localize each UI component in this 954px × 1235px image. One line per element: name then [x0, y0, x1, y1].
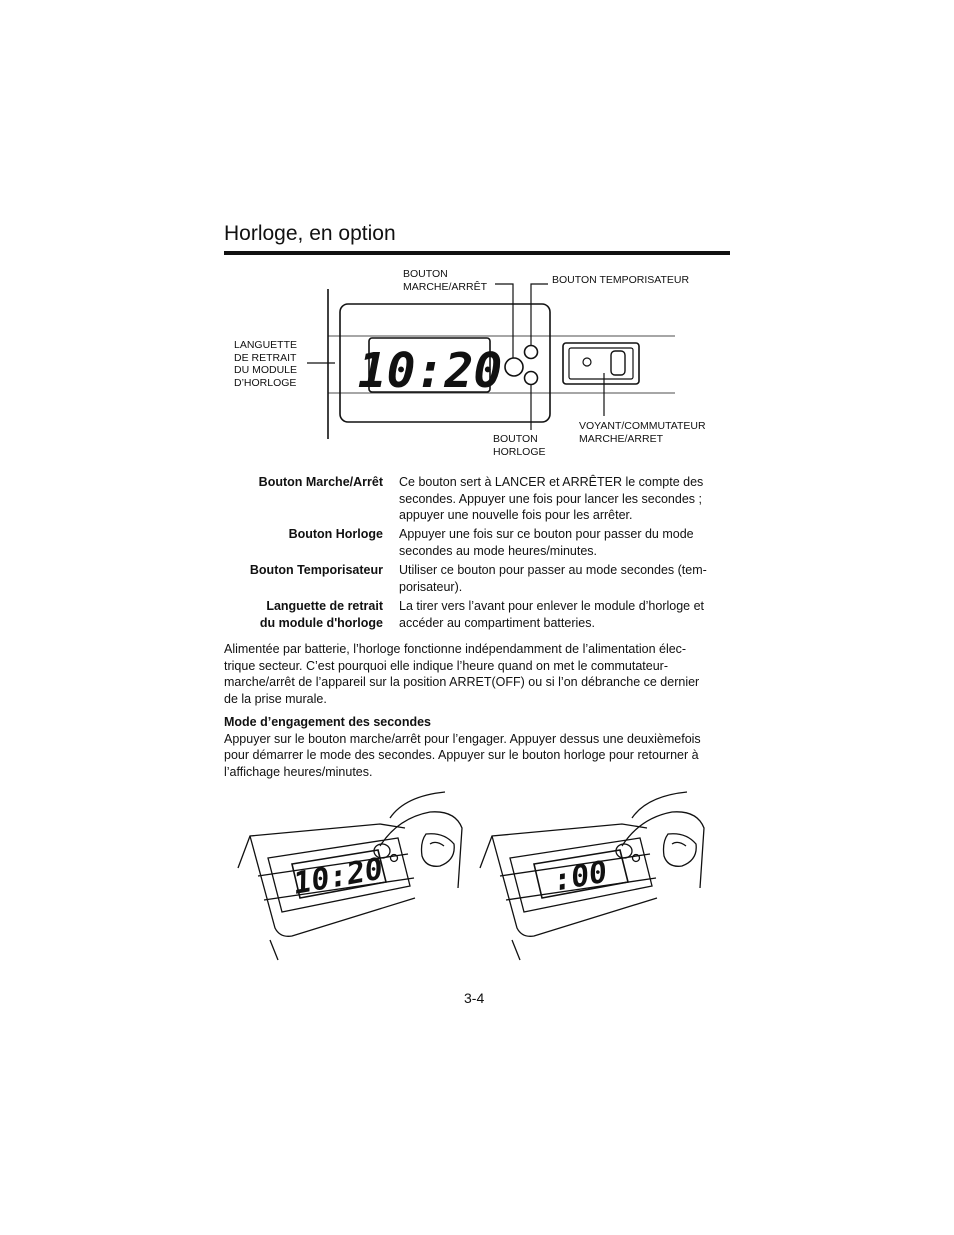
callout-line: BOUTON: [403, 268, 448, 280]
callout-line: LANGUETTE: [234, 339, 298, 351]
right-display-digits: :00: [550, 854, 611, 899]
callout-line: MARCHE/ARRÊT: [403, 280, 488, 293]
indicator-light-icon: [583, 358, 591, 366]
def-desc-timer: [399, 562, 731, 595]
hand-icon: [622, 792, 704, 888]
callout-line: HORLOGE: [493, 445, 546, 458]
para-line: Appuyer sur le bouton marche/arrêt pour l’engager. Appuyer dessus une deuxièmefois: [224, 731, 701, 746]
clock-button[interactable]: [525, 372, 538, 385]
para-line: Alimentée par batterie, l’horloge fonctionne indépendamment de l’alimentation élec-: [224, 642, 687, 656]
seconds-mode-section: [224, 714, 730, 780]
hand-icon: [380, 792, 462, 888]
pointer-line: [512, 940, 520, 960]
term-line: Languette de retrait: [266, 599, 383, 613]
pointer-line: [270, 940, 278, 960]
desc-line: secondes au mode heures/minutes.: [399, 543, 598, 558]
desc-line: Ce bouton sert à LANCER et ARRÊTER le compte des: [399, 475, 704, 489]
left-display-digits: 10:20: [290, 851, 386, 902]
desc-line: porisateur).: [399, 579, 463, 594]
desc-line: appuyer une nouvelle fois pour les arrêter.: [399, 508, 633, 522]
callout-line: BOUTON: [493, 433, 538, 445]
para-line: l’affichage heures/minutes.: [224, 764, 373, 779]
section-heading: Mode d’engagement des secondes: [224, 715, 431, 729]
def-desc-release-tab: [399, 598, 731, 631]
para-line: trique secteur. C’est pourquoi elle indique l’heure quand on met le commutateur-: [224, 658, 669, 673]
para-line: de la prise murale.: [224, 691, 327, 706]
page-number: 3-4: [464, 990, 485, 1006]
battery-paragraph: [224, 641, 730, 707]
term-line: Bouton Temporisateur: [249, 563, 383, 577]
callout-line: VOYANT/COMMUTATEUR: [579, 420, 706, 432]
callout-line: D’HORLOGE: [234, 376, 297, 389]
para-line: marche/arrêt de l’appareil sur la position ARRET(OFF) ou si l’on débranche ce dernier: [224, 675, 700, 689]
start-stop-button[interactable]: [505, 358, 523, 376]
desc-line: Appuyer une fois sur ce bouton pour passer du mode: [399, 527, 694, 541]
def-term-release-tab: [213, 598, 383, 631]
timer-button[interactable]: [525, 346, 538, 359]
desc-line: secondes. Appuyer une fois pour lancer les secondes ;: [399, 491, 702, 506]
term-line: Bouton Horloge: [288, 527, 383, 541]
callout-line: DE RETRAIT: [234, 351, 297, 364]
page-title: Horloge, en option: [224, 222, 396, 245]
def-term-timer: [213, 562, 383, 579]
desc-line: accéder au compartiment batteries.: [399, 615, 595, 630]
def-desc-start-stop: [399, 474, 731, 524]
def-term-clock: [213, 526, 383, 543]
term-line: Bouton Marche/Arrêt: [258, 475, 383, 489]
desc-line: Utiliser ce bouton pour passer au mode secondes (tem-: [399, 563, 707, 577]
indicator-switch-housing: [563, 343, 639, 384]
clock-module-diagram: [0, 0, 954, 470]
power-toggle[interactable]: [611, 351, 625, 375]
para-line: pour démarrer le mode des secondes. Appuyer sur le bouton horloge pour retourner à: [224, 748, 699, 762]
callout-line: BOUTON TEMPORISATEUR: [552, 274, 690, 286]
callout-line: MARCHE/ARRET: [579, 432, 664, 445]
def-desc-clock: [399, 526, 731, 559]
desc-line: La tirer vers l’avant pour enlever le module d’horloge et: [399, 599, 705, 613]
callout-line: DU MODULE: [234, 364, 298, 376]
term-line: du module d'horloge: [259, 615, 383, 630]
def-term-start-stop: [213, 474, 383, 491]
display-digits: 10:20: [357, 343, 503, 399]
usage-illustrations: [230, 788, 710, 968]
